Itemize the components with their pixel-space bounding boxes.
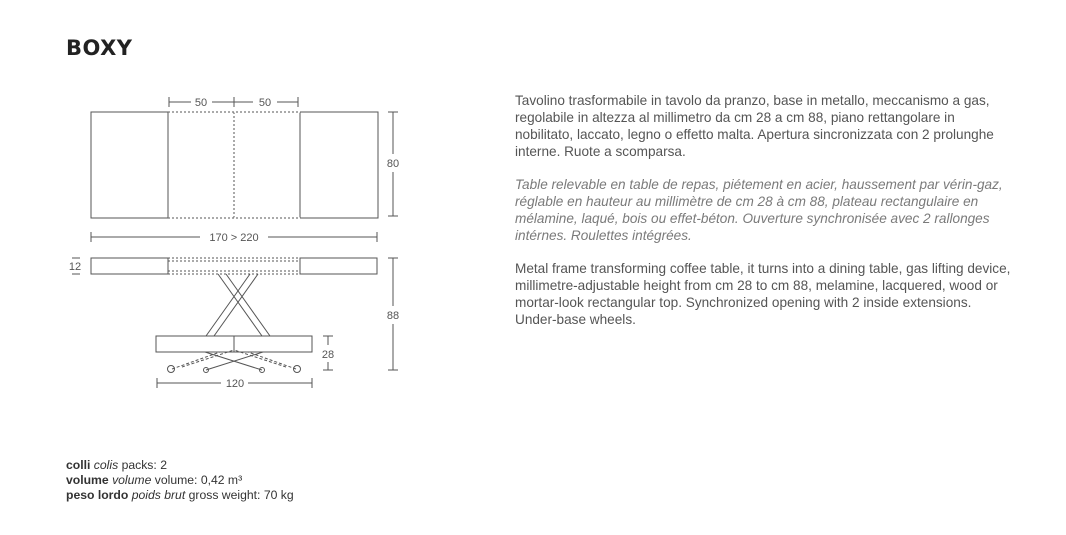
shipping-specs: [66, 458, 294, 503]
dim-top-thickness: 12: [68, 261, 82, 273]
description-french: Table relevable en table de repas, piétement en acier, haussement par vérin-gaz, réglable en hauteur au millimètre de cm 28 à cm 88, plateau rectangulaire en mélamine, laqué, bois ou effet-béton. Ouverture synchronisée avec 2 rallonges intérnes. Roulettes intégrées.: [515, 177, 1003, 243]
dim-min-height: 28: [321, 349, 335, 361]
dim-base-width: 120: [225, 378, 245, 390]
dim-ext1: 50: [194, 97, 208, 109]
description-english: Metal frame transforming coffee table, it turns into a dining table, gas lifting device, millimetre-adjustable height from cm 28 to cm 88, melamine, lacquered, wood or mortar-look rectangular top. Synchronized opening with 2 inside extensions. Under-base wheels.: [515, 261, 1011, 327]
product-title: BOXY: [66, 36, 133, 60]
spec-volume: volume volume volume: 0,42 m³: [66, 473, 243, 487]
dim-max-height: 88: [386, 310, 400, 322]
description-column: [515, 92, 1015, 344]
side-view-top-left: [91, 258, 168, 274]
spec-packs: colli colis packs: 2: [66, 458, 167, 472]
dim-depth: 80: [386, 158, 400, 170]
side-view-top-right: [300, 258, 377, 274]
spec-weight: peso lordo poids brut gross weight: 70 kg: [66, 488, 294, 502]
dim-ext2: 50: [258, 97, 272, 109]
description-italian: Tavolino trasformabile in tavolo da pranzo, base in metallo, meccanismo a gas, regolabile in altezza al millimetro da cm 28 a cm 88, piano rettangolare in nobilitato, laccato, legno o effetto malta. Apertura sincronizzata con 2 prolunghe interne. Ruote a scomparsa.: [515, 93, 994, 159]
dim-length: 170 > 220: [209, 232, 259, 244]
